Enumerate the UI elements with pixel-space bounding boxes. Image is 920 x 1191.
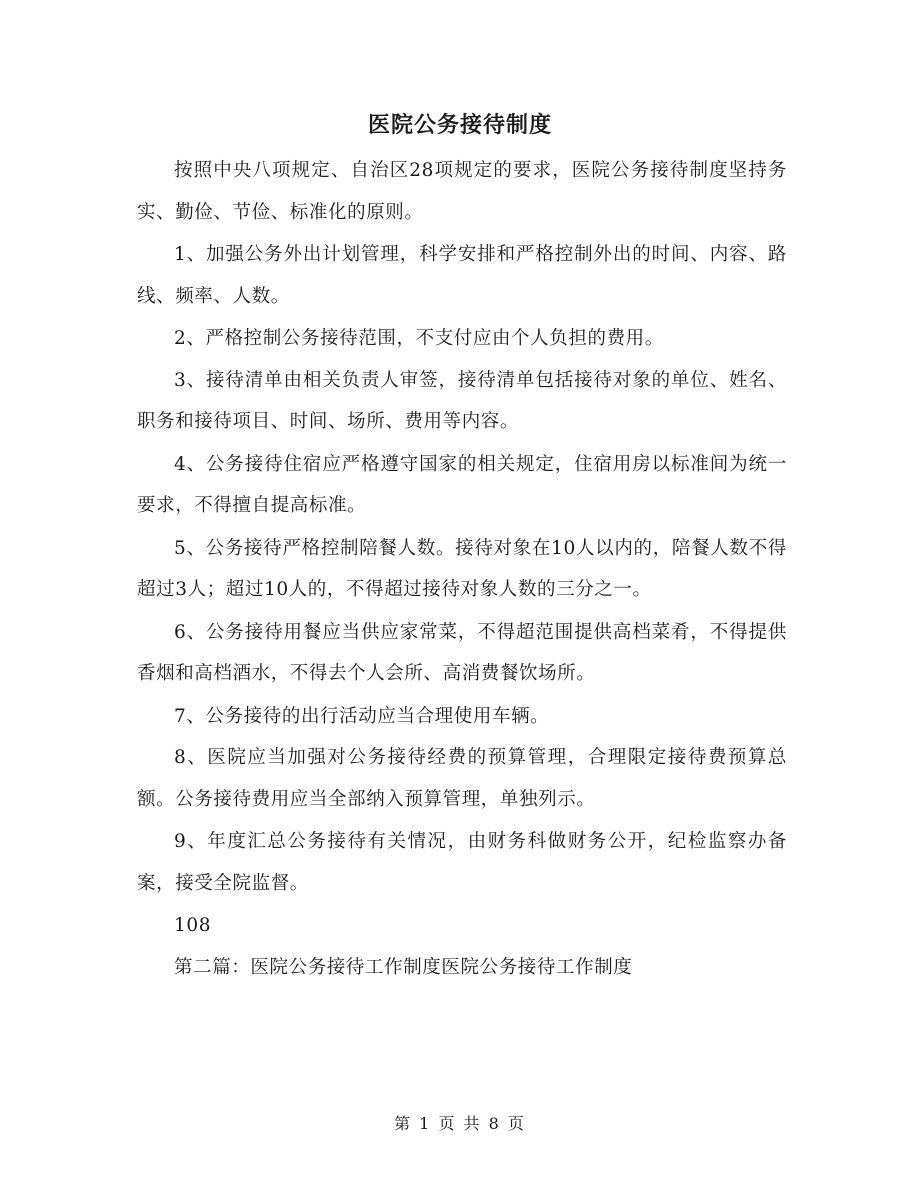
paragraph-page-number-note: 108 [174, 915, 212, 936]
paragraph-item-7: 7、公务接待的出行活动应当合理使用车辆。 [174, 705, 550, 727]
paragraph-item-6: 6、公务接待用餐应当供应家常菜，不得超范围提供高档菜肴，不得提供香烟和高档酒水，不得去个人会所、高消费餐饮场所。 [137, 621, 787, 684]
paragraph-item-4: 4、公务接待住宿应严格遵守国家的相关规定，住宿用房以标准间为统一要求，不得擅自提高标准。 [137, 453, 787, 516]
document-title: 医院公务接待制度 [367, 112, 552, 138]
paragraph-next-section-heading: 第二篇：医院公务接待工作制度医院公务接待工作制度 [174, 956, 633, 978]
paragraph-item-5: 5、公务接待严格控制陪餐人数。接待对象在10人以内的，陪餐人数不得超过3人；超过10人的，不得超过接待对象人数的三分之一。 [137, 537, 787, 600]
document-body [137, 150, 787, 988]
paragraph-item-9: 9、年度汇总公务接待有关情况，由财务科做财务公开，纪检监察办备案，接受全院监督。 [137, 831, 787, 894]
paragraph-item-3: 3、接待清单由相关负责人审签，接待清单包括接待对象的单位、姓名、职务和接待项目、时间、场所、费用等内容。 [137, 369, 787, 432]
paragraph-intro: 按照中央八项规定、自治区28项规定的要求，医院公务接待制度坚持务实、勤俭、节俭、标准化的原则。 [137, 160, 787, 223]
paragraph-item-8: 8、医院应当加强对公务接待经费的预算管理，合理限定接待费预算总额。公务接待费用应当全部纳入预算管理，单独列示。 [137, 747, 787, 810]
paragraph-item-2: 2、严格控制公务接待范围，不支付应由个人负担的费用。 [174, 328, 664, 349]
page-footer: 第 1 页 共 8 页 [394, 1114, 526, 1133]
paragraph-item-1: 1、加强公务外出计划管理，科学安排和严格控制外出的时间、内容、路线、频率、人数。 [137, 244, 787, 307]
